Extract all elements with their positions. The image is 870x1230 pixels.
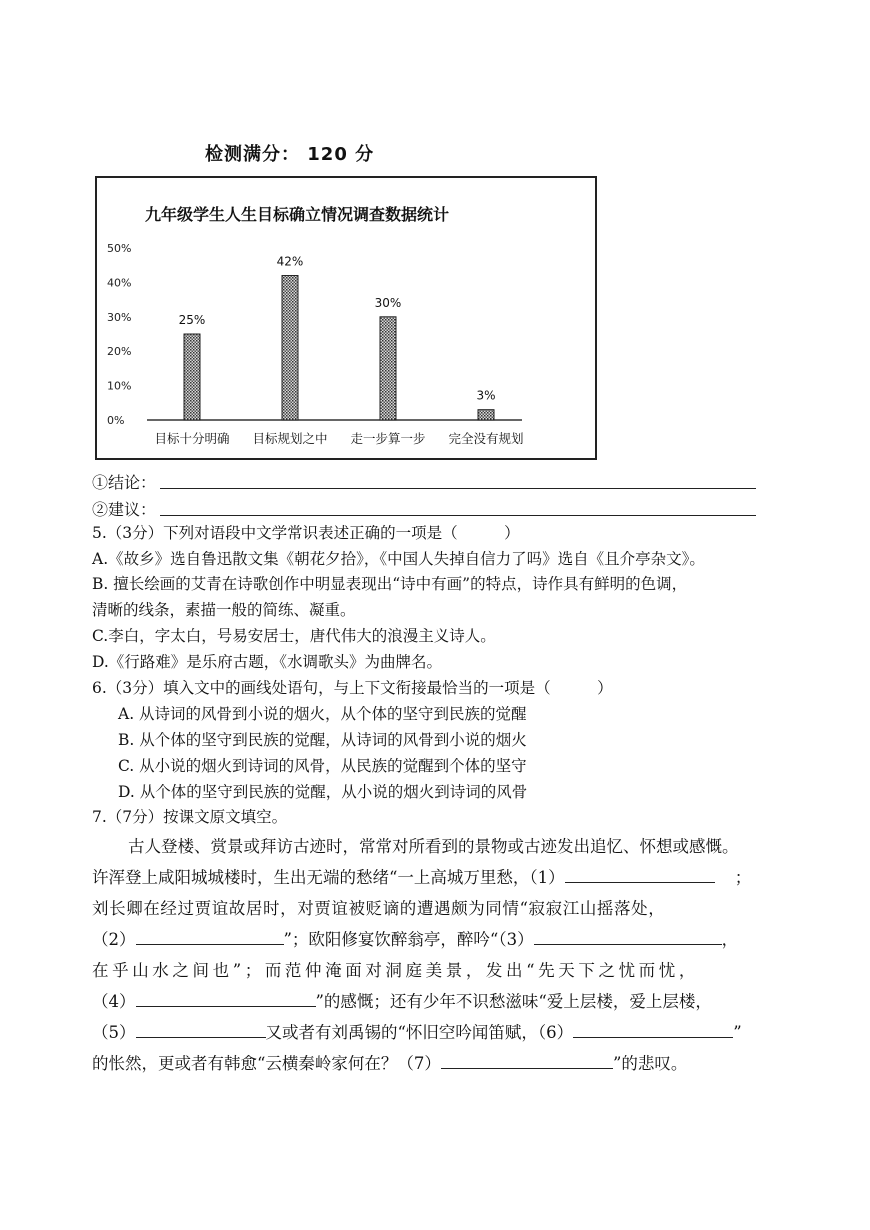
q7-text-8a: 的怅然，更或者有韩愈“云横秦岭家何在？（7） — [92, 1054, 441, 1073]
q7-passage-line2 — [92, 867, 751, 889]
q7-text-6b: ”的感慨；还有少年不识愁滋味“爱上层楼，爱上层楼， — [315, 992, 712, 1011]
q5-stem: 5.（3分）下列对语段中文学常识表述正确的一项是（ ） — [92, 524, 520, 542]
q7-passage-line3: 刘长卿在经过贾谊故居时，对贾谊被贬谪的遭遇颇为同情“寂寂江山摇落处， — [92, 899, 666, 918]
data-label: 30% — [374, 295, 402, 310]
q7-passage-line5: 在乎山水之间也”；而范仲淹面对洞庭美景，发出“先天下之忧而忧， — [92, 961, 699, 980]
suggestion-label: ②建议： — [92, 500, 157, 519]
blank-7[interactable] — [441, 1054, 613, 1069]
chart-title: 九年级学生人生目标确立情况调查数据统计 — [144, 205, 450, 224]
category-label: 完全没有规划 — [448, 431, 524, 446]
y-tick-label: 20% — [107, 345, 132, 359]
bar — [184, 334, 200, 420]
conclusion-row — [92, 470, 156, 493]
q7-stem: 7.（7分）按课文原文填空。 — [92, 808, 288, 826]
y-tick-label: 50% — [107, 242, 132, 255]
q7-text-7c: ” — [733, 1023, 742, 1042]
q5-option-b-line1: B. 擅长绘画的艾青在诗歌创作中明显表现出“诗中有画”的特点，诗作具有鲜明的色调， — [92, 575, 688, 593]
q7-text-2a: 许浑登上咸阳城城楼时，生出无端的愁绪“一上高城万里愁，（1） — [92, 868, 565, 887]
q7-passage-line7 — [92, 1022, 742, 1044]
bar-chart-svg — [97, 178, 595, 458]
q6-stem: 6.（3分）填入文中的画线处语句，与上下文衔接最恰当的一项是（ ） — [92, 679, 613, 697]
blank-6[interactable] — [573, 1023, 733, 1038]
y-tick-label: 30% — [107, 310, 132, 324]
q7-passage-line1: 古人登楼、赏景或拜访古迹时，常常对所看到的景物或古迹发出追忆、怀想或感慨。 — [128, 837, 739, 856]
q7-passage-line8 — [92, 1053, 687, 1075]
blank-4[interactable] — [136, 992, 316, 1007]
blank-3[interactable] — [534, 930, 722, 945]
bar — [282, 276, 298, 420]
q7-passage-line4 — [92, 929, 738, 951]
data-label: 25% — [178, 313, 206, 327]
q7-text-4b: ”；欧阳修宴饮醉翁亭，醉吟“（3） — [283, 930, 534, 949]
q7-text-7b: 又或者有刘禹锡的“怀旧空吟闻笛赋，（6） — [265, 1023, 574, 1042]
q5-option-a: A.《故乡》选自鲁迅散文集《朝花夕拾》，《中国人失掉自信力了吗》选自《且介亭杂文》。 — [92, 550, 705, 568]
suggestion-answer-line[interactable] — [160, 515, 756, 516]
full-score-text: 检测满分： 120 分 — [205, 144, 375, 165]
conclusion-answer-line[interactable] — [160, 488, 756, 489]
category-label: 目标十分明确 — [154, 431, 230, 446]
blank-5[interactable] — [136, 1023, 266, 1038]
q6-option-d: D. 从个体的坚守到民族的觉醒，从小说的烟火到诗词的风骨 — [118, 783, 528, 801]
q5-option-b-line2: 清晰的线条，素描一般的简练、凝重。 — [92, 601, 356, 619]
blank-1[interactable] — [565, 868, 715, 883]
q6-option-b: B. 从个体的坚守到民族的觉醒，从诗词的风骨到小说的烟火 — [118, 731, 527, 749]
q7-text-7a: （5） — [92, 1023, 136, 1042]
y-tick-label: 0% — [107, 414, 125, 427]
q5-option-d: D.《行路难》是乐府古题，《水调歌头》为曲牌名。 — [92, 653, 443, 671]
bar — [478, 410, 494, 420]
q7-text-6a: （4） — [92, 992, 136, 1011]
q5-option-c: C.李白，字太白，号易安居士，唐代伟大的浪漫主义诗人。 — [92, 627, 496, 645]
q7-text-4a: （2） — [92, 930, 136, 949]
y-tick-label: 10% — [107, 379, 132, 393]
q7-passage-line6 — [92, 991, 712, 1013]
q7-text-2b: ； — [734, 868, 752, 887]
q6-option-c: C. 从小说的烟火到诗词的风骨，从民族的觉醒到个体的坚守 — [118, 757, 527, 775]
data-label: 42% — [276, 254, 304, 269]
suggestion-row — [92, 497, 156, 520]
q7-text-8b: ”的悲叹。 — [612, 1054, 688, 1073]
blank-2[interactable] — [136, 930, 284, 945]
bar — [380, 317, 396, 420]
q6-option-a: A. 从诗词的风骨到小说的烟火，从个体的坚守到民族的觉醒 — [118, 705, 527, 723]
survey-chart — [95, 176, 597, 460]
q7-text-4c: ， — [721, 930, 739, 949]
category-label: 目标规划之中 — [252, 431, 328, 446]
data-label: 3% — [476, 388, 496, 403]
category-label: 走一步算一步 — [350, 431, 426, 446]
y-tick-label: 40% — [107, 276, 132, 290]
conclusion-label: ①结论： — [92, 473, 157, 492]
